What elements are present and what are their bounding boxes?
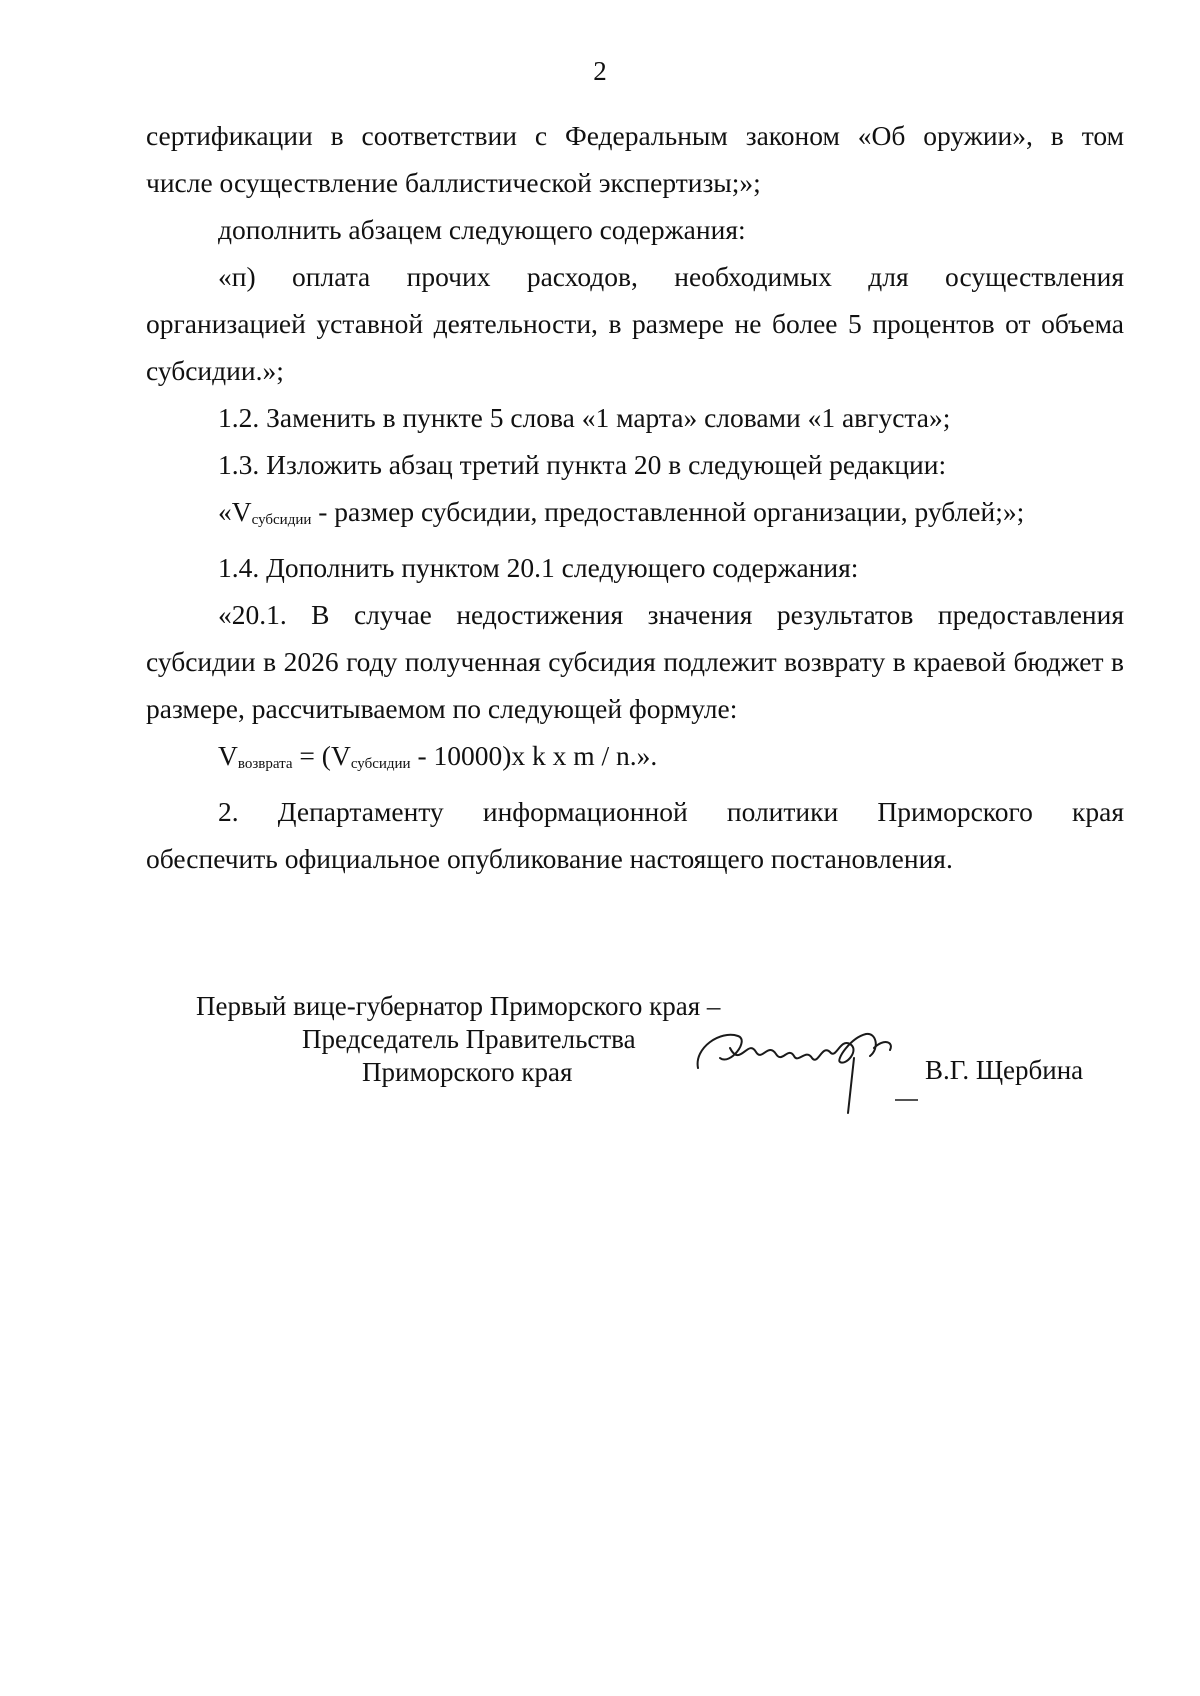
document-body [146, 112, 1124, 882]
signer-title-line-1: Первый вице-губернатор Приморского края – [196, 991, 721, 1021]
paragraph-9-line-1: 2. Департаменту информационной политики Приморского края [218, 796, 1124, 827]
paragraph-5: 1.3. Изложить абзац третий пункта 20 в следующей редакции: [218, 449, 947, 480]
signer-title-line-2: Председатель Правительства [302, 1024, 636, 1054]
signer-name: В.Г. Щербина [925, 1055, 1084, 1085]
paragraph-7: 1.4. Дополнить пунктом 20.1 следующего содержания: [218, 552, 859, 583]
paragraph-3-line-1: «п) оплата прочих расходов, необходимых для осуществления [218, 261, 1124, 292]
paragraph-6-text: - размер субсидии, предоставленной организации, рублей;»; [311, 496, 1025, 527]
formula [146, 732, 1124, 788]
paragraph-8: «20.1. В случае недостижения значения результатов предоставления субсидии в 2026 году полученная субсидия подлежит возврату в краевой бюджет в размере, рассчитываемом по следующей формуле: [146, 599, 1124, 724]
formula-subscript-vozvrata: возврата [237, 756, 293, 772]
handwritten-signature [690, 1008, 920, 1118]
signer-title-line-3: Приморского края [362, 1057, 573, 1087]
formula-v: V [218, 740, 238, 771]
formula-subscript-subsidii: субсидии [350, 756, 411, 772]
paragraph-6 [146, 488, 1124, 544]
signature-block [0, 990, 1200, 1130]
page-number: 2 [593, 56, 607, 86]
formula-middle: = (V [292, 740, 351, 771]
v-symbol: «V [218, 496, 252, 527]
paragraph-9-line-2: обеспечить официальное опубликование настоящего постановления. [146, 843, 953, 874]
subscript-subsidii: субсидии [251, 512, 312, 528]
paragraph-1-line-1: сертификации в соответствии с Федеральным законом «Об оружии», в том [146, 120, 1124, 151]
paragraph-3-rest: организацией уставной деятельности, в размере не более 5 процентов от объема субсидии.»; [146, 308, 1124, 386]
paragraph-2: дополнить абзацем следующего содержания: [218, 214, 746, 245]
paragraph-1-line-2: числе осуществление баллистической экспертизы;»; [146, 167, 761, 198]
formula-end: - 10000)x k x m / n.». [410, 740, 658, 771]
paragraph-4: 1.2. Заменить в пункте 5 слова «1 марта» словами «1 августа»; [218, 402, 951, 433]
